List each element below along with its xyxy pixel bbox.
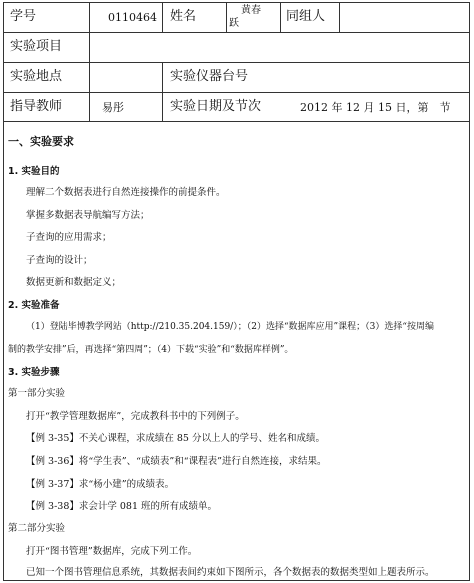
name-label: 姓名 <box>170 9 197 24</box>
part2-desc: 已知一个图书管理信息系统，其数据表间约束如下图所示，各个数据表的数据类型如上题表所示。 <box>26 567 435 578</box>
row-divider <box>4 92 469 93</box>
lab-report-form <box>3 2 470 581</box>
teacher-value: 易彤 <box>102 101 124 114</box>
example-item: 【例 3-37】求“杨小建”的成绩表。 <box>26 479 175 490</box>
part2-title: 第二部分实验 <box>8 523 66 534</box>
col-divider <box>162 3 163 32</box>
example-item: 【例 3-35】不关心课程，求成绩在 85 分以上人的学号、姓名和成绩。 <box>26 433 325 444</box>
purpose-title: 1. 实验目的 <box>8 166 60 177</box>
row-divider <box>4 121 469 122</box>
project-label: 实验项目 <box>10 39 63 54</box>
purpose-item: 理解二个数据表进行自然连接操作的前提条件。 <box>26 187 226 198</box>
part1-intro: 打开“教学管理数据库”，完成教科书中的下列例子。 <box>26 411 245 422</box>
example-item: 【例 3-36】将“学生表”、“成绩表”和“课程表”进行自然连接，求结果。 <box>26 456 327 467</box>
row-divider <box>4 62 469 63</box>
section-requirements-title: 一、实验要求 <box>8 135 74 148</box>
col-divider <box>89 3 90 121</box>
example-item: 【例 3-38】求会计学 081 班的所有成绩单。 <box>26 501 218 512</box>
prep-title: 2. 实验准备 <box>8 300 60 311</box>
purpose-item: 子查询的设计； <box>26 255 93 266</box>
instrument-label: 实验仪器台号 <box>170 69 249 84</box>
part1-title: 第一部分实验 <box>8 388 66 399</box>
date-label: 实验日期及节次 <box>170 99 262 114</box>
teacher-label: 指导教师 <box>10 99 63 114</box>
col-divider <box>280 3 281 32</box>
steps-title: 3. 实验步骤 <box>8 367 60 378</box>
student-id-value: 0110464 <box>108 11 157 24</box>
purpose-item: 掌握多数据表导航编写方法； <box>26 210 150 221</box>
name-value-line2: 跃 <box>229 18 239 29</box>
part2-intro: 打开“图书管理”数据库，完成下列工作。 <box>26 546 198 557</box>
name-value-line1: 黄春 <box>241 5 261 16</box>
col-divider <box>339 3 340 32</box>
prep-line: （1）登陆毕博教学网站（http://210.35.204.159/）；（2）选择“数据库应用”课程；（3）选择“按周编 <box>26 322 434 332</box>
purpose-item: 数据更新和数据定义； <box>26 277 122 288</box>
prep-line: 制的教学安排”后，再选择“第四周”；（4）下载“实验”和“数据库样例”。 <box>8 345 294 355</box>
group-members-label: 同组人 <box>286 9 326 24</box>
row-divider <box>4 32 469 33</box>
col-divider <box>226 3 227 32</box>
col-divider <box>162 62 163 121</box>
purpose-item: 子查询的应用需求； <box>26 232 112 243</box>
location-label: 实验地点 <box>10 69 63 84</box>
student-id-label: 学号 <box>10 9 37 24</box>
date-value: 2012 年 12 月 15 日，第 节 <box>300 101 451 114</box>
